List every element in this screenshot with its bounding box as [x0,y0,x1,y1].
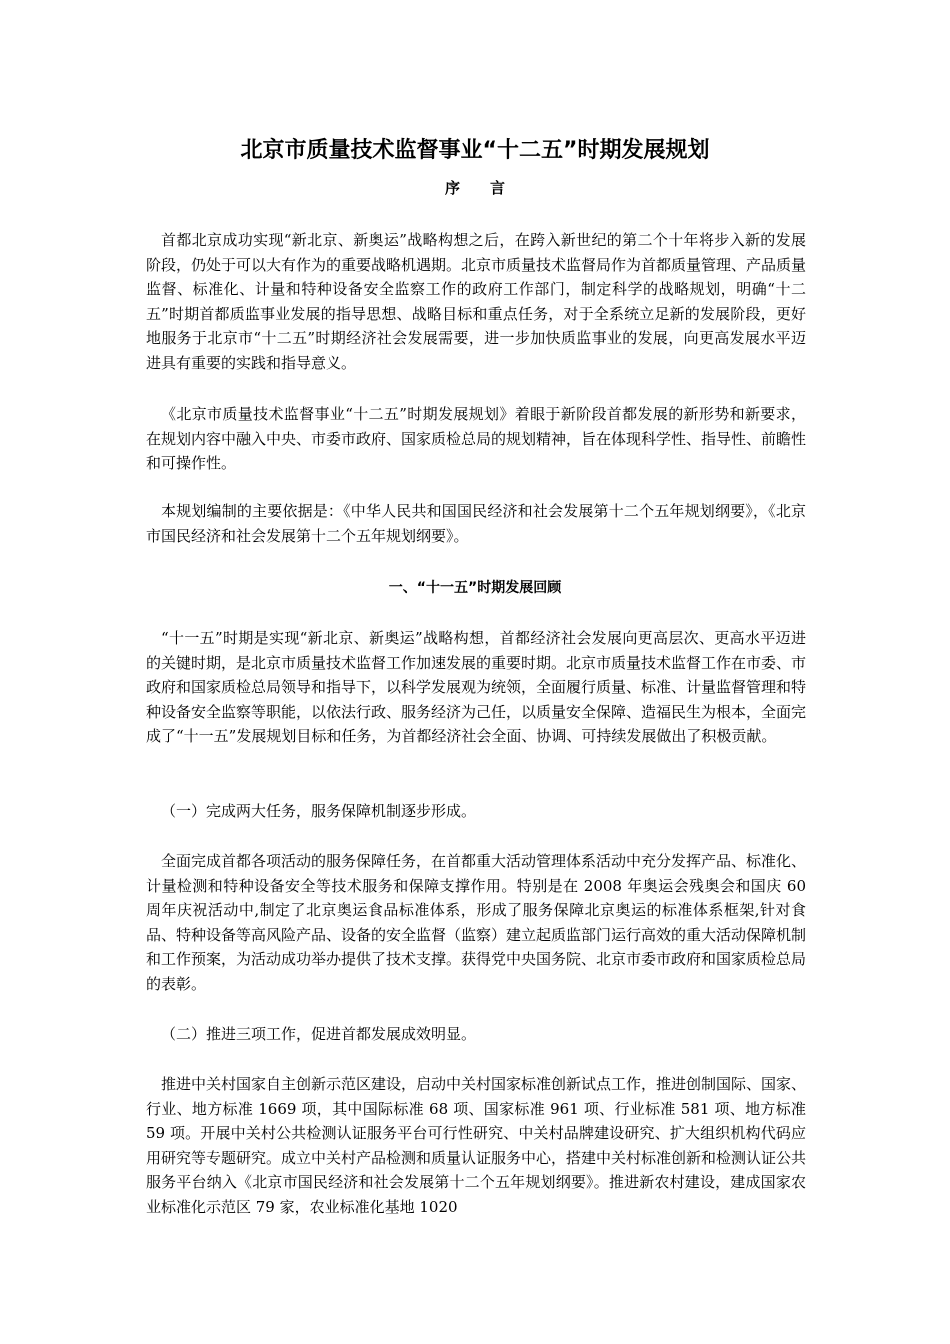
subsection-heading-2: （二）推进三项工作，促进首都发展成效明显。 [161,1025,477,1043]
subsection-2-paragraph: 推进中关村国家自主创新示范区建设，启动中关村国家标准创新试点工作，推进创制国际、国家、行业、地方标准 1669 项，其中国际标准 68 项、国家标准 961 项、行业标准 581 项、地方标准 59 项。开展中关村公共检测认证服务平台可行性研究、中关村品牌建设研究、扩大组织机构代码应用研究等专题研究。成立中关村产品检测和质量认证服务中心，搭建中关村标准创新和检测认证公共服务平台纳入《北京市国民经济和社会发展第十二个五年规划纲要》。推进新农村建设，建成国家农业标准化示范区 79 家，农业标准化基地 1020 [146,1075,807,1216]
preface-heading: 序言 [444,179,535,197]
preface-paragraph-2: 《北京市质量技术监督事业“十二五”时期发展规划》着眼于新阶段首都发展的新形势和新要求，在规划内容中融入中央、市委市政府、国家质检总局的规划精神，旨在体现科学性、指导性、前瞻性和可操作性。 [146,405,807,473]
section-heading-review: 一、“十一五”时期发展回顾 [388,580,562,596]
document-title: 北京市质量技术监督事业“十二五”时期发展规划 [240,138,710,163]
preface-paragraph-3: 本规划编制的主要依据是：《中华人民共和国国民经济和社会发展第十二个五年规划纲要》，《北京市国民经济和社会发展第十二个五年规划纲要》。 [146,502,806,545]
subsection-1-paragraph: 全面完成首都各项活动的服务保障任务，在首都重大活动管理体系活动中充分发挥产品、标准化、计量检测和特种设备安全等技术服务和保障支撑作用。特别是在 2008 年奥运会残奥会和国庆 60 周年庆祝活动中,制定了北京奥运食品标准体系，形成了服务保障北京奥运的标准体系框架,针对食品、特种设备等高风险产品、设备的安全监督（监察）建立起质监部门运行高效的重大活动保障机制和工作预案，为活动成功举办提供了技术支撑。获得党中央国务院、北京市委市政府和国家质检总局的表彰。 [146,852,807,993]
preface-paragraph-1: 首都北京成功实现“新北京、新奥运”战略构想之后，在跨入新世纪的第二个十年将步入新的发展阶段，仍处于可以大有作为的重要战略机遇期。北京市质量技术监督局作为首都质量管理、产品质量监督、标准化、计量和特种设备安全监察工作的政府工作部门，制定科学的战略规划，明确“十二五”时期首都质监事业发展的指导思想、战略目标和重点任务，对于全系统立足新的发展阶段，更好地服务于北京市“十二五”时期经济社会发展需要，进一步加快质监事业的发展，向更高发展水平迈进具有重要的实践和指导意义。 [146,231,807,372]
section-intro-paragraph: “十一五”时期是实现“新北京、新奥运”战略构想，首都经济社会发展向更高层次、更高水平迈进的关键时期，是北京市质量技术监督工作加速发展的重要时期。北京市质量技术监督工作在市委、市政府和国家质检总局领导和指导下，以科学发展观为统领，全面履行质量、标准、计量监督管理和特种设备安全监察等职能，以依法行政、服务经济为己任，以质量安全保障、造福民生为根本，全面完成了“十一五”发展规划目标和任务，为首都经济社会全面、协调、可持续发展做出了积极贡献。 [146,629,807,746]
subsection-heading-1: （一）完成两大任务，服务保障机制逐步形成。 [161,802,477,820]
